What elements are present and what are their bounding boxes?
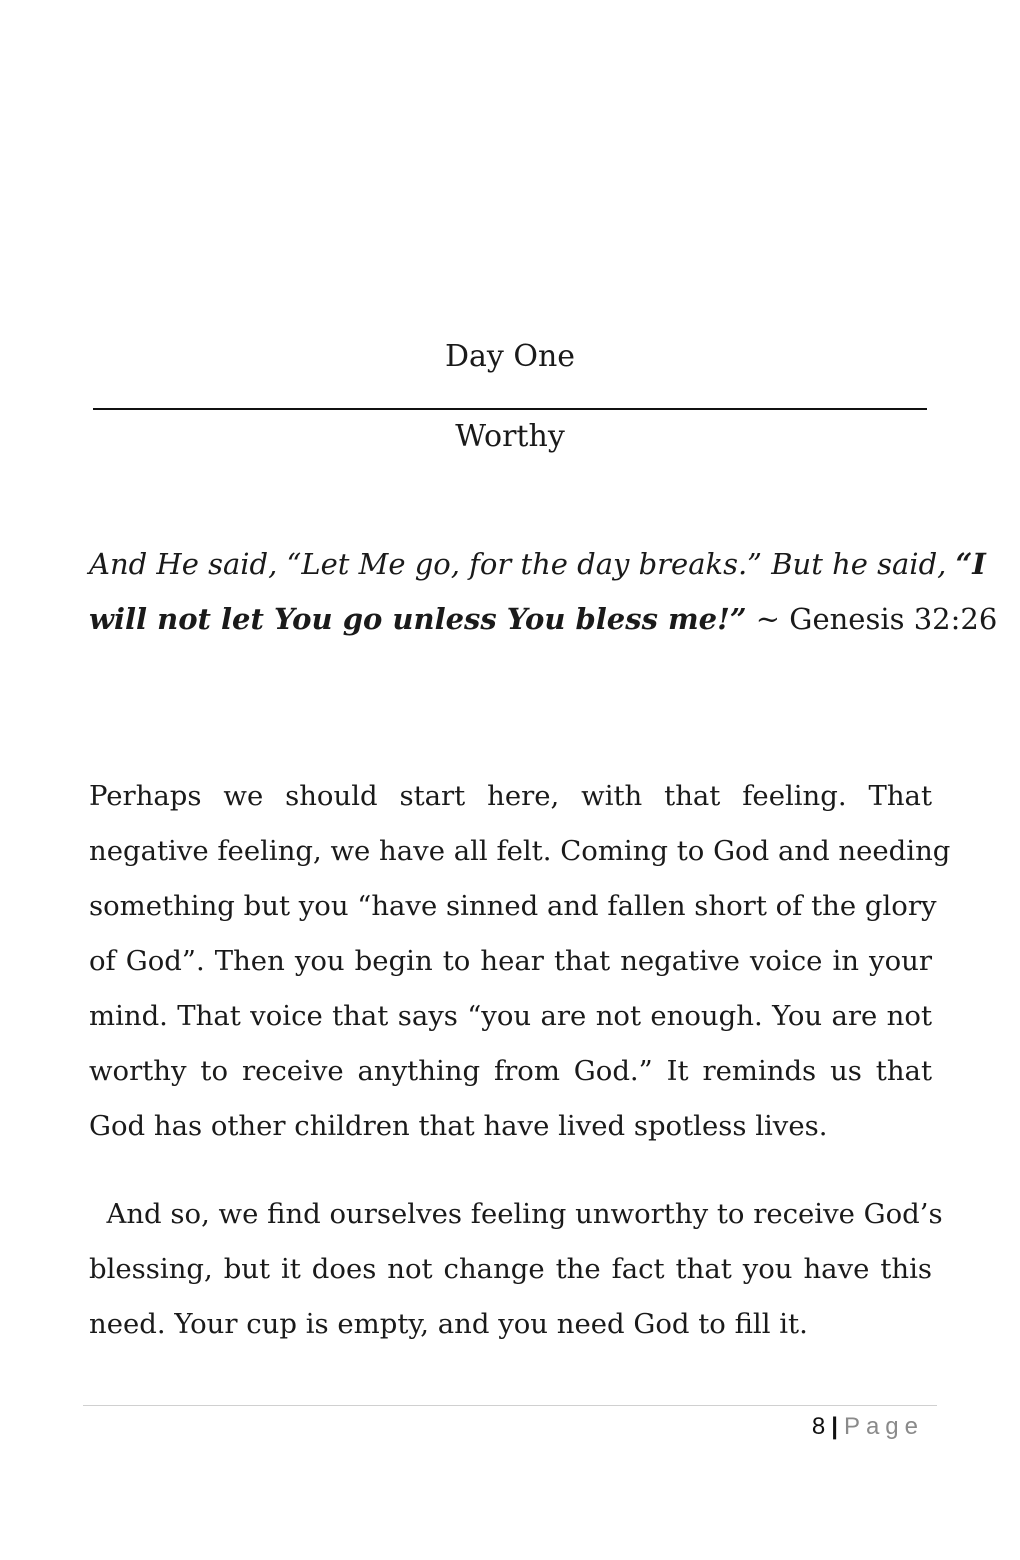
paragraph-line: Perhaps we should start here, with that feeling. That <box>89 780 932 812</box>
heading-divider <box>93 408 927 410</box>
day-heading: Day One <box>444 339 576 374</box>
scripture-quote <box>89 537 998 647</box>
paragraph-line: negative feeling, we have all felt. Coming to God and needing <box>89 835 951 867</box>
scripture-line-2 <box>89 592 998 647</box>
footer-divider <box>83 1405 937 1406</box>
scripture-reference: ~ Genesis 32:26 <box>746 602 998 636</box>
body-paragraph-1 <box>89 769 951 1154</box>
body-paragraph-2 <box>89 1187 943 1352</box>
page-label: Page <box>843 1413 924 1440</box>
scripture-italic-text: And He said, “Let Me go, for the day breaks.” But he said, <box>89 547 956 581</box>
scripture-bold-text: “I <box>955 547 986 581</box>
scripture-bold-text: will not let You go unless You bless me!” <box>89 602 747 636</box>
footer-separator: | <box>831 1413 838 1440</box>
page-number: 8 <box>811 1413 826 1440</box>
page-footer <box>812 1410 924 1444</box>
chapter-title: Worthy <box>455 419 565 454</box>
paragraph-line: blessing, but it does not change the fact that you have this <box>89 1253 932 1285</box>
paragraph-line: of God”. Then you begin to hear that negative voice in your <box>89 945 932 977</box>
paragraph-line: need. Your cup is empty, and you need God to fill it. <box>89 1308 808 1340</box>
scripture-line-1 <box>89 537 986 592</box>
paragraph-line: God has other children that have lived spotless lives. <box>89 1110 828 1142</box>
paragraph-line: worthy to receive anything from God.” It reminds us that <box>89 1055 932 1087</box>
paragraph-line: mind. That voice that says “you are not enough. You are not <box>89 1000 932 1032</box>
paragraph-line: something but you “have sinned and fallen short of the glory <box>89 890 937 922</box>
paragraph-line: And so, we find ourselves feeling unworthy to receive God’s <box>89 1198 943 1230</box>
